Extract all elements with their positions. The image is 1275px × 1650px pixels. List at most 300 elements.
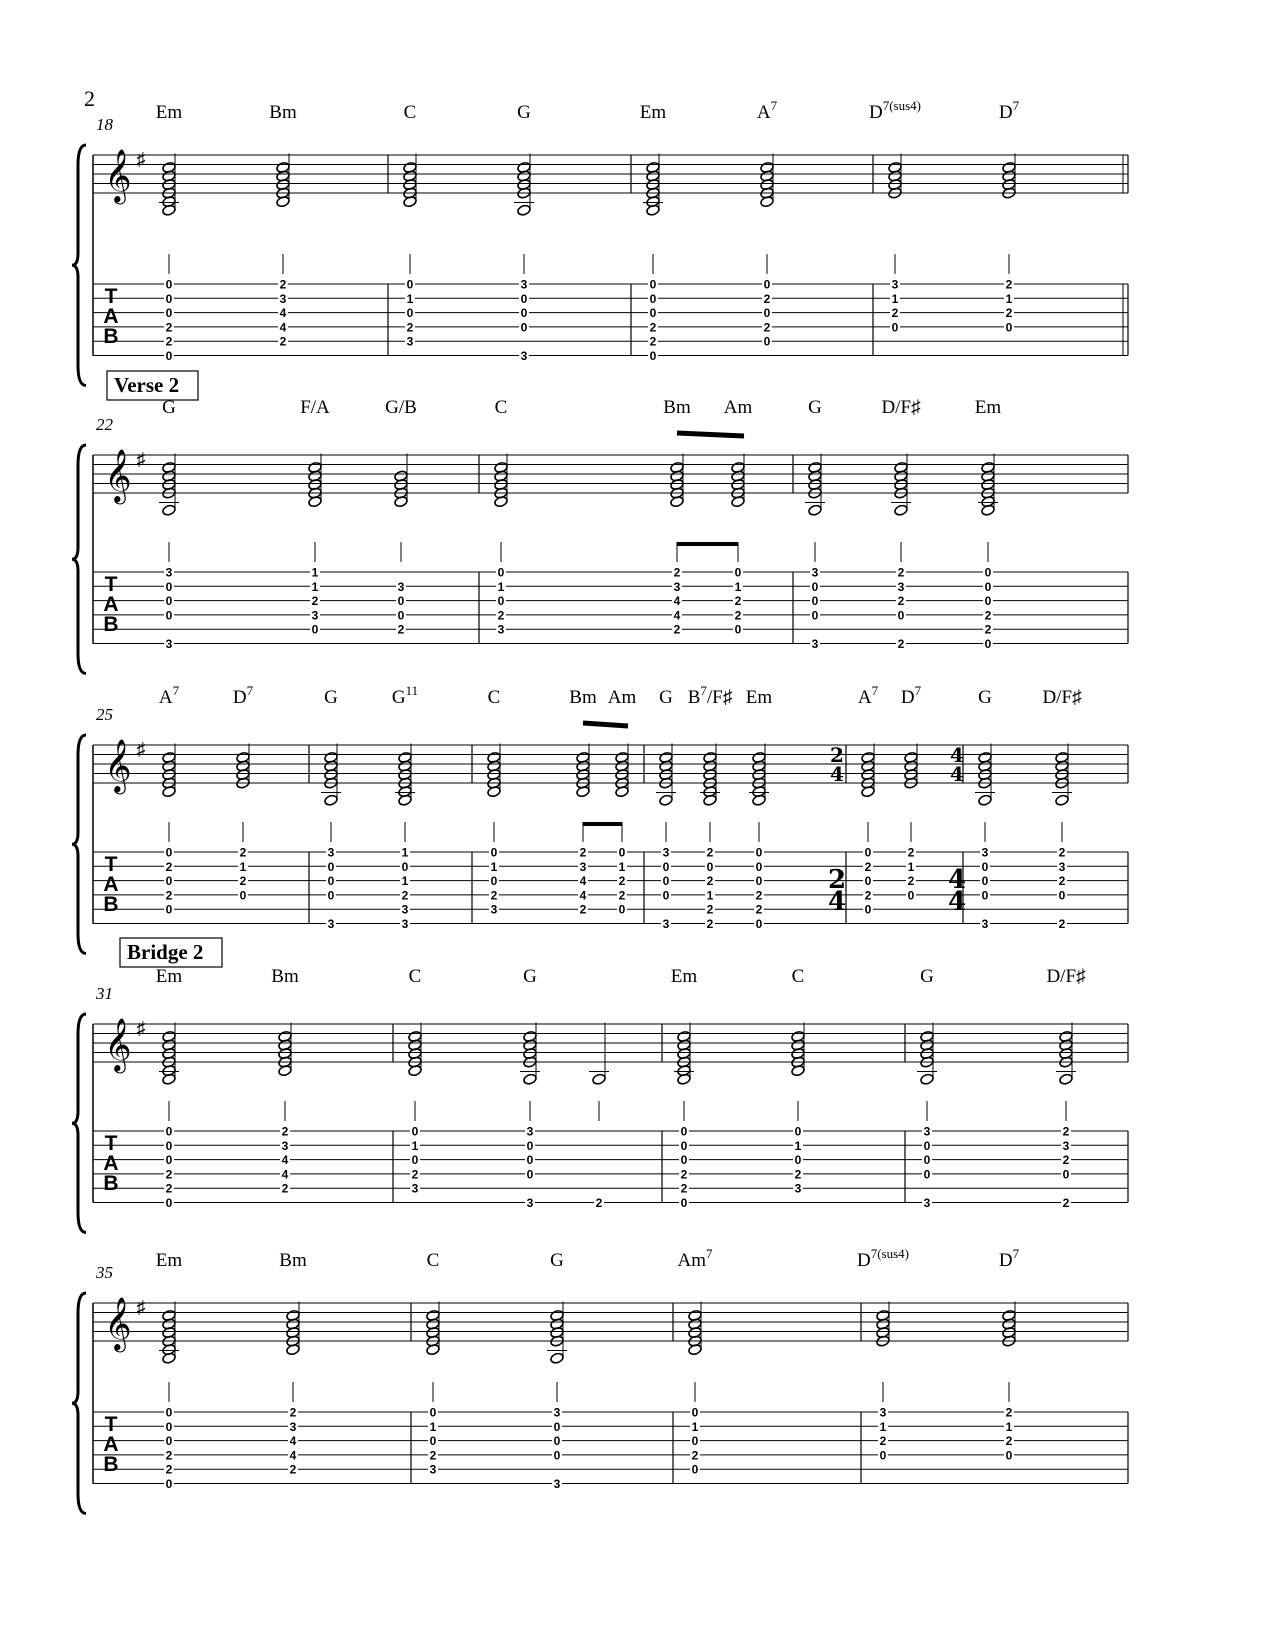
chord-symbol — [808, 397, 822, 418]
tab-fret-number: 2 — [579, 902, 587, 917]
tab-fret-number: 0 — [923, 1167, 931, 1182]
system-brace — [72, 145, 86, 386]
tab-fret-number: 3 — [406, 334, 414, 349]
chord-symbol — [858, 683, 879, 708]
tab-fret-number: 2 — [165, 320, 173, 335]
key-signature-sharp-icon: ♯ — [136, 149, 146, 169]
tab-fret-number: 4 — [673, 594, 681, 609]
system-31 — [72, 938, 1128, 1233]
tab-fret-number: 2 — [618, 874, 626, 889]
tab-fret-number: 2 — [691, 1448, 699, 1463]
tab-fret-number: 2 — [618, 888, 626, 903]
notehead — [808, 504, 823, 516]
chord-symbol — [159, 683, 180, 708]
tab-fret-number: 3 — [289, 1419, 297, 1434]
notehead — [659, 794, 674, 806]
tab-fret-number: 0 — [618, 902, 626, 917]
time-signature-denominator: 4 — [950, 762, 964, 786]
tab-fret-number: 3 — [281, 1138, 289, 1153]
tab-clef-letter: T — [104, 1413, 118, 1436]
tab-fret-number: 2 — [755, 902, 763, 917]
tab-fret-number: 4 — [279, 306, 287, 321]
tab-fret-number: 0 — [755, 917, 763, 931]
tab-fret-number: 3 — [1062, 1138, 1070, 1153]
tab-fret-number: 2 — [595, 1196, 603, 1210]
measure-number: 25 — [96, 705, 113, 724]
chord-symbol — [999, 1246, 1020, 1271]
chord-symbol — [857, 1246, 909, 1271]
tab-fret-number: 1 — [401, 874, 409, 889]
tab-fret-number: 2 — [281, 1181, 289, 1196]
tab-fret-number: 2 — [673, 565, 681, 580]
chord-symbol — [640, 102, 667, 123]
tab-fret-number: 0 — [520, 291, 528, 306]
tab-fret-number: 0 — [691, 1434, 699, 1449]
tab-fret-number: 4 — [673, 608, 681, 623]
tab-fret-number: 0 — [923, 1153, 931, 1168]
tab-fret-number: 1 — [311, 579, 319, 594]
tab-fret-number: 0 — [553, 1448, 561, 1463]
chord-root: G/B — [385, 397, 417, 418]
chord — [159, 683, 180, 917]
tab-fret-number: 2 — [864, 859, 872, 874]
tab-fret-number: 0 — [165, 1153, 173, 1168]
chord-root: B — [687, 687, 701, 708]
tab-clef-letter: T — [104, 853, 118, 876]
tab-fret-number: 0 — [755, 845, 763, 860]
tab-clef-letter: B — [103, 613, 119, 636]
chord — [233, 683, 254, 902]
chord-root: D — [868, 102, 883, 123]
chord-symbol — [678, 1246, 714, 1271]
system-22 — [72, 371, 1128, 674]
tab-fret-number: 3 — [579, 859, 587, 874]
tab-fret-number: 3 — [879, 1405, 887, 1420]
chord-root: C — [494, 397, 508, 418]
tab-fret-number: 0 — [864, 902, 872, 917]
tab-fret-number: 0 — [763, 306, 771, 321]
tab-fret-number: 0 — [165, 277, 173, 292]
tab-fret-number: 0 — [1062, 1167, 1070, 1182]
tab-fret-number: 0 — [553, 1434, 561, 1449]
chord-symbol — [324, 687, 338, 708]
tab-fret-number: 3 — [981, 845, 989, 860]
chord-extension: 11 — [405, 683, 419, 698]
tab-fret-number: 0 — [411, 1124, 419, 1139]
tab-fret-number: 0 — [984, 579, 992, 594]
measure-number: 22 — [96, 415, 113, 434]
tab-fret-number: 0 — [520, 320, 528, 335]
tab-fret-number: 0 — [497, 594, 505, 609]
chord — [156, 102, 183, 363]
chord — [589, 1022, 609, 1210]
chord-root: F/A — [300, 397, 330, 418]
tab-fret-number: 1 — [406, 291, 414, 306]
chord-extension: 7 — [172, 683, 180, 698]
tab-fret-number: 1 — [239, 859, 247, 874]
tab-fret-number: 3 — [662, 845, 670, 860]
tab-fret-number: 0 — [662, 874, 670, 889]
tab-clef-letter: T — [104, 285, 118, 308]
tab-fret-number: 0 — [879, 1448, 887, 1463]
tab-fret-number: 2 — [165, 1462, 173, 1477]
tab-fret-number: 3 — [673, 579, 681, 594]
time-signature-denominator: 4 — [830, 762, 844, 786]
tab-fret-number: 3 — [279, 291, 287, 306]
chord — [999, 98, 1020, 334]
tab-fret-number: 4 — [281, 1167, 289, 1182]
chord-extension: 7 — [914, 683, 922, 698]
tab-fret-number: 2 — [1058, 917, 1066, 931]
tab-fret-number: 1 — [891, 291, 899, 306]
chord-root: D — [900, 687, 915, 708]
chord-symbol — [156, 966, 183, 987]
chord-extension: 7 — [246, 683, 254, 698]
chord-symbol — [688, 683, 733, 708]
tab-fret-number: 4 — [579, 888, 587, 903]
tab-fret-number: 3 — [526, 1196, 534, 1210]
tab-fret-number: 0 — [165, 1434, 173, 1449]
chord-symbol — [523, 966, 537, 987]
chord-root: G — [324, 687, 338, 708]
section-label: Verse 2 — [114, 373, 180, 397]
note-beam — [583, 723, 628, 726]
tab-fret-number: 1 — [311, 565, 319, 580]
tab-fret-number: 0 — [165, 845, 173, 860]
tab-fret-number: 2 — [165, 1448, 173, 1463]
chord-root: Em — [155, 1250, 183, 1271]
chord — [388, 102, 417, 356]
tab-fret-number: 0 — [649, 349, 657, 363]
tab-fret-number: 0 — [923, 1138, 931, 1153]
tab-fret-number: 3 — [811, 637, 819, 651]
tab-fret-number: 0 — [984, 565, 992, 580]
tab-fret-number: 2 — [1005, 306, 1013, 321]
tab-fret-number: 2 — [497, 608, 505, 623]
time-signature-numerator: 2 — [830, 743, 844, 767]
tab-fret-number: 2 — [649, 334, 657, 349]
chord — [393, 966, 422, 1203]
tab-fret-number: 0 — [811, 579, 819, 594]
tab-fret-number: 4 — [279, 320, 287, 335]
tab-fret-number: 2 — [411, 1167, 419, 1182]
measure-number: 35 — [96, 1263, 113, 1282]
tab-fret-number: 2 — [879, 1434, 887, 1449]
tab-fret-number: 1 — [879, 1419, 887, 1434]
tab-fret-number: 2 — [907, 874, 915, 889]
tab-fret-number: 0 — [691, 1405, 699, 1420]
tab-fret-number: 0 — [864, 845, 872, 860]
chord — [793, 397, 825, 651]
notehead — [1055, 794, 1070, 806]
chord-root: Am — [723, 397, 753, 418]
tab-fret-number: 0 — [520, 306, 528, 321]
chord-symbol — [1042, 687, 1081, 708]
tab-fret-number: 2 — [864, 888, 872, 903]
tab-fret-number: 0 — [526, 1167, 534, 1182]
tab-fret-number: 0 — [763, 334, 771, 349]
chord — [631, 102, 666, 363]
tab-fret-number: 0 — [981, 888, 989, 903]
tab-fret-number: 0 — [406, 306, 414, 321]
tab-fret-number: 2 — [401, 888, 409, 903]
tab-fret-number: 0 — [706, 859, 714, 874]
tab-fret-number: 0 — [490, 845, 498, 860]
tab-fret-number: 0 — [897, 608, 905, 623]
tab-fret-number: 1 — [734, 579, 742, 594]
chord — [975, 397, 1002, 651]
tab-fret-number: 0 — [165, 874, 173, 889]
chord — [999, 1246, 1020, 1462]
chord-symbol — [409, 966, 422, 987]
tab-fret-number: 1 — [907, 859, 915, 874]
chord — [757, 98, 778, 349]
tab-time-signature-denominator: 4 — [947, 887, 967, 917]
chord-root: G — [550, 1250, 564, 1271]
chord — [881, 397, 920, 651]
tab-clef-letter: A — [103, 305, 119, 328]
tab-fret-number: 2 — [706, 845, 714, 860]
section-label: Bridge 2 — [127, 940, 204, 964]
note-beam — [677, 433, 744, 436]
chord-root: Em — [155, 966, 183, 987]
tab-fret-number: 0 — [311, 622, 319, 637]
chord-symbol — [881, 397, 920, 418]
tab-fret-number: 2 — [1062, 1196, 1070, 1210]
chord-root: Bm — [279, 1250, 307, 1271]
tab-fret-number: 2 — [490, 888, 498, 903]
chord-extension: 7 — [706, 1246, 713, 1261]
tab-fret-number: 3 — [429, 1462, 437, 1477]
system-35 — [72, 1246, 1128, 1514]
tab-fret-number: 0 — [165, 608, 173, 623]
chord-root: Em — [155, 102, 183, 123]
tab-fret-number: 3 — [526, 1124, 534, 1139]
tab-fret-number: 2 — [673, 622, 681, 637]
chord-bass: /F♯ — [706, 687, 733, 708]
chord-extension: 7 — [1012, 1246, 1020, 1261]
chord-root: Em — [745, 687, 773, 708]
tab-fret-number: 3 — [311, 608, 319, 623]
chord-symbol — [404, 102, 417, 123]
tab-fret-number: 0 — [981, 859, 989, 874]
tab-fret-number: 0 — [429, 1405, 437, 1420]
tab-fret-number: 0 — [891, 320, 899, 335]
tab-fret-number: 2 — [239, 845, 247, 860]
chord-symbol — [724, 397, 753, 418]
tab-fret-number: 3 — [923, 1196, 931, 1210]
tab-fret-number: 3 — [897, 579, 905, 594]
tab-clef-letter: A — [103, 1433, 119, 1456]
tab-fret-number: 0 — [734, 622, 742, 637]
chord-symbol — [162, 397, 176, 418]
key-signature-sharp-icon: ♯ — [136, 739, 146, 759]
tab-time-signature-numerator: 4 — [947, 865, 967, 895]
tab-fret-number: 3 — [811, 565, 819, 580]
tab-fret-number: 3 — [165, 637, 173, 651]
chord-root: D — [232, 687, 247, 708]
tab-fret-number: 0 — [734, 565, 742, 580]
tab-fret-number: 3 — [794, 1181, 802, 1196]
tab-fret-number: 2 — [165, 334, 173, 349]
tab-fret-number: 0 — [165, 1405, 173, 1420]
tab-fret-number: 2 — [984, 608, 992, 623]
tab-fret-number: 0 — [680, 1138, 688, 1153]
tab-fret-number: 3 — [411, 1181, 419, 1196]
tab-fret-number: 0 — [864, 874, 872, 889]
tab-fret-number: 0 — [497, 565, 505, 580]
notehead — [1059, 1073, 1074, 1085]
tab-fret-number: 2 — [649, 320, 657, 335]
chord-extension: 7 — [770, 98, 778, 113]
system-brace — [72, 1293, 86, 1514]
chord — [791, 966, 806, 1196]
tab-fret-number: 0 — [553, 1419, 561, 1434]
notehead — [550, 1352, 565, 1364]
treble-clef-icon: 𝄞 — [104, 1296, 132, 1350]
tab-fret-number: 1 — [411, 1138, 419, 1153]
chord-symbol — [978, 687, 992, 708]
tab-fret-number: 3 — [497, 622, 505, 637]
tab-fret-number: 2 — [165, 1181, 173, 1196]
chord-root: G — [808, 397, 822, 418]
tab-fret-number: 2 — [311, 594, 319, 609]
chord-extension: 7(sus4) — [882, 98, 922, 113]
chord — [514, 102, 534, 363]
tab-fret-number: 4 — [579, 874, 587, 889]
tab-fret-number: 0 — [526, 1138, 534, 1153]
chord-symbol — [517, 102, 531, 123]
chord-root: C — [487, 687, 501, 708]
page-number: 2 — [84, 86, 95, 111]
tab-fret-number: 1 — [794, 1138, 802, 1153]
chord-root: Am — [607, 687, 637, 708]
chord-extension: 7 — [700, 683, 707, 698]
tab-fret-number: 3 — [923, 1124, 931, 1139]
tab-clef-letter: B — [103, 1453, 119, 1476]
tab-fret-number: 0 — [981, 874, 989, 889]
chord-symbol — [975, 397, 1002, 418]
tab-fret-number: 0 — [327, 874, 335, 889]
tab-fret-number: 2 — [281, 1124, 289, 1139]
tab-fret-number: 2 — [1062, 1124, 1070, 1139]
tab-fret-number: 3 — [327, 917, 335, 931]
tab-fret-number: 2 — [680, 1181, 688, 1196]
chord-symbol — [920, 966, 934, 987]
tab-fret-number: 0 — [811, 594, 819, 609]
tab-fret-number: 3 — [401, 902, 409, 917]
chord — [479, 397, 508, 644]
chord-symbol — [671, 966, 698, 987]
chord-root: Am — [677, 1250, 706, 1271]
measure-number: 31 — [96, 984, 113, 1003]
chord — [269, 102, 297, 349]
tab-fret-number: 0 — [811, 608, 819, 623]
chord-symbol — [792, 966, 805, 987]
chord-symbol — [269, 102, 297, 123]
chord-symbol — [495, 397, 508, 418]
tab-fret-number: 2 — [1058, 845, 1066, 860]
chord-root: Em — [670, 966, 698, 987]
tab-fret-number: 2 — [706, 874, 714, 889]
tab-fret-number: 2 — [763, 320, 771, 335]
chord — [271, 966, 299, 1196]
notehead — [978, 794, 993, 806]
tab-fret-number: 3 — [165, 565, 173, 580]
tab-clef-letter: A — [103, 593, 119, 616]
chord-root: G — [517, 102, 531, 123]
tab-fret-number: 2 — [984, 622, 992, 637]
tab-clef-letter: A — [103, 873, 119, 896]
tab-fret-number: 2 — [1058, 874, 1066, 889]
chord-symbol — [1046, 966, 1085, 987]
tab-fret-number: 1 — [706, 888, 714, 903]
tab-fret-number: 2 — [289, 1462, 297, 1477]
tab-fret-number: 3 — [981, 917, 989, 931]
tab-fret-number: 0 — [662, 859, 670, 874]
chord-root: Em — [639, 102, 667, 123]
tab-fret-number: 2 — [794, 1167, 802, 1182]
chord-symbol — [156, 102, 183, 123]
chord-root: D — [856, 1250, 871, 1271]
tab-fret-number: 0 — [429, 1434, 437, 1449]
chord — [159, 397, 179, 651]
chord-root: Bm — [663, 397, 691, 418]
tab-fret-number: 2 — [897, 594, 905, 609]
chord-root: C — [403, 102, 417, 123]
tab-fret-number: 4 — [289, 1434, 297, 1449]
chord-extension: 7 — [1012, 98, 1020, 113]
notehead — [523, 1073, 538, 1085]
chord-symbol — [659, 687, 673, 708]
tab-clef-letter: T — [104, 1132, 118, 1155]
tab-fret-number: 1 — [1005, 291, 1013, 306]
chord-root: Bm — [569, 687, 597, 708]
tab-fret-number: 4 — [281, 1153, 289, 1168]
tab-fret-number: 0 — [165, 594, 173, 609]
chord-root: G — [659, 687, 673, 708]
tab-fret-number: 0 — [618, 845, 626, 860]
tab-fret-number: 2 — [1005, 1405, 1013, 1420]
tab-fret-number: 3 — [490, 902, 498, 917]
chord-symbol — [550, 1250, 564, 1271]
tab-fret-number: 0 — [526, 1153, 534, 1168]
chord-symbol — [569, 687, 597, 708]
tab-fret-number: 3 — [553, 1477, 561, 1491]
tab-time-signature-denominator: 4 — [827, 887, 847, 917]
tab-fret-number: 0 — [984, 637, 992, 651]
tab-fret-number: 1 — [490, 859, 498, 874]
tab-fret-number: 0 — [165, 306, 173, 321]
tab-fret-number: 3 — [553, 1405, 561, 1420]
tab-fret-number: 2 — [429, 1448, 437, 1463]
chord-root: G — [523, 966, 537, 987]
tab-fret-number: 0 — [165, 1124, 173, 1139]
tab-fret-number: 3 — [401, 917, 409, 931]
tab-fret-number: 0 — [794, 1153, 802, 1168]
tab-fret-number: 2 — [897, 637, 905, 651]
tab-fret-number: 3 — [397, 579, 405, 594]
tab-clef-letter: A — [103, 1152, 119, 1175]
treble-clef-icon: 𝄞 — [104, 148, 132, 202]
tab-fret-number: 0 — [984, 594, 992, 609]
chord-root: C — [791, 966, 805, 987]
tab-fret-number: 2 — [907, 845, 915, 860]
chord — [857, 1246, 909, 1484]
chord-symbol — [279, 1250, 307, 1271]
chord-root: Em — [974, 397, 1002, 418]
tab-clef-letter: B — [103, 1172, 119, 1195]
